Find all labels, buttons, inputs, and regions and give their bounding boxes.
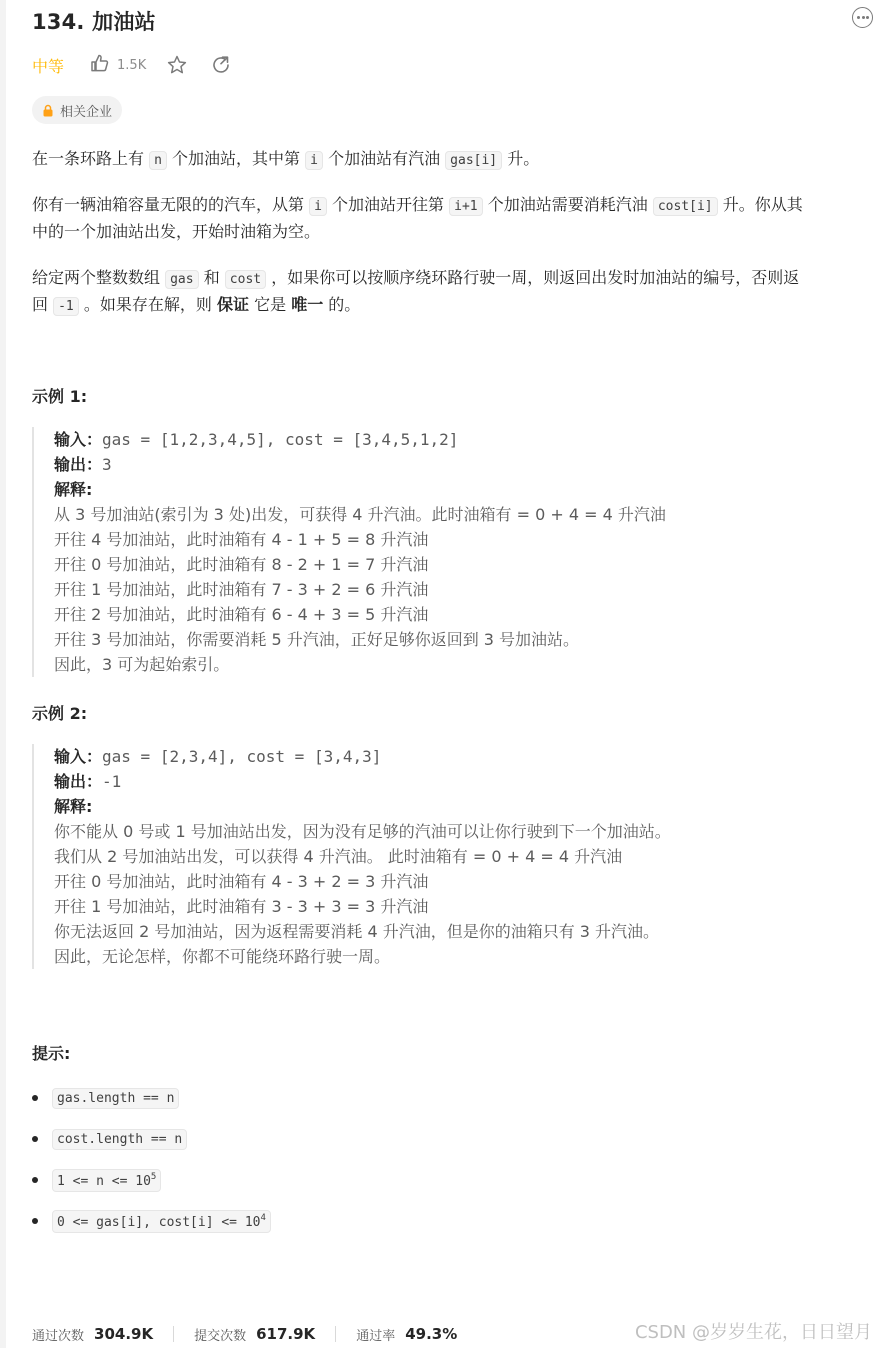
explanation-line: 我们从 2 号加油站出发，可以获得 4 升汽油。 此时油箱有 = 0 + 4 = 4 升汽油 (54, 847, 623, 866)
difficulty-badge: 中等 (32, 56, 65, 76)
hint-item: $1 <= n <= 10^5$ (32, 1168, 161, 1192)
hints-title: 提示: (32, 1044, 71, 1063)
code-gas: gas (165, 270, 198, 289)
code-n: n (149, 151, 167, 170)
share-icon[interactable] (210, 54, 232, 76)
like-button[interactable] (90, 53, 146, 77)
code-i: i (305, 151, 323, 170)
explanation-line: 从 3 号加油站(索引为 3 处)出发，可获得 4 升汽油。此时油箱有 = 0 + 4 = 4 升汽油 (54, 505, 666, 524)
more-icon[interactable] (852, 7, 873, 28)
description-paragraph-3: 给定两个整数数组 gas 和 cost ，如果你可以按顺序绕环路行驶一周，则返回出发时加油站的编号，否则返 回 -1 。如果存在解，则 保证 它是 唯一 的。 (32, 268, 800, 314)
acceptance-rate-label: 通过率 (356, 1328, 396, 1344)
accepted-value: 304.9K (94, 1325, 154, 1343)
example-1-title: 示例 1: (32, 387, 88, 406)
explanation-line: 开往 1 号加油站，此时油箱有 3 - 3 + 3 = 3 升汽油 (54, 897, 429, 916)
explanation-line: 因此，3 可为起始索引。 (54, 655, 230, 674)
company-tag-button[interactable] (32, 96, 122, 124)
submissions-value: 617.9K (256, 1325, 316, 1343)
explanation-line: 开往 4 号加油站，此时油箱有 4 - 1 + 5 = 8 升汽油 (54, 530, 429, 549)
submissions-label: 提交次数 (194, 1328, 247, 1344)
watermark: CSDN @岁岁生花，日日望月 (634, 1322, 872, 1343)
thumbs-up-icon (90, 53, 110, 77)
code-i: i (309, 197, 327, 216)
left-panel-rail (0, 0, 6, 1348)
explanation-line: 开往 3 号加油站，你需要消耗 5 升汽油，正好足够你返回到 3 号加油站。 (54, 630, 580, 649)
submission-stats (32, 1322, 457, 1346)
code-minus-1: -1 (53, 297, 79, 316)
problem-meta (32, 52, 254, 78)
code-cost-i: cost[i] (653, 197, 718, 216)
explanation-line: 因此，无论怎样，你都不可能绕环路行驶一周。 (54, 947, 391, 966)
hint-item: 0 <= gas[i], $\cos t[i] <= 10^4$ (32, 1209, 271, 1233)
explanation-line: 开往 0 号加油站，此时油箱有 4 - 3 + 2 = 3 升汽油 (54, 872, 429, 891)
example-1-block: 输入：gas = [1,2,3,4,5], cost = [3,4,5,1,2] 输出：3 解释: 从 3 号加油站(索引为 3 处)出发，可获得 4 升汽油。此时油箱有 = 0 + 4 = 4 升汽油 开往 4 号加油站，此时油箱有 4 - 1 + 5 = 8 升汽油 开往 0 号加油站，此时油箱有 8 - 2 + 1 = 7 升汽油 开往 1 号加油站，此时油箱有 7 - 3 + 2 = 6 升汽油 开往 2 号加油站，此时油箱有 6 - 4 + 3 = 5 升汽油 开往 3 号加油站，你需要消耗 5 升汽油，正好足够你返回到 3 号加油站。 因此，3 可为起始索引。 (32, 427, 852, 677)
acceptance-rate-value: 49.3% (405, 1325, 458, 1343)
explanation-line: 你无法返回 2 号加油站，因为返程需要消耗 4 升汽油，但是你的油箱只有 3 升汽油。 (54, 922, 660, 941)
explanation-line: 开往 0 号加油站，此时油箱有 8 - 2 + 1 = 7 升汽油 (54, 555, 429, 574)
company-tag-label: 相关企业 (60, 104, 113, 120)
code-gas-i: gas[i] (445, 151, 502, 170)
explanation-line: 你不能从 0 号或 1 号加油站出发，因为没有足够的汽油可以让你行驶到下一个加油站。 (54, 822, 671, 841)
code-i-plus-1: i+1 (449, 197, 482, 216)
explanation-line: 开往 1 号加油站，此时油箱有 7 - 3 + 2 = 6 升汽油 (54, 580, 429, 599)
problem-title: 134. 加油站 (32, 10, 156, 34)
description-paragraph-2: 你有一辆油箱容量无限的的汽车，从第 i 个加油站开往第 i+1 个加油站需要消耗汽油 cost[i] 升。你从其 中的一个加油站出发，开始时油箱为空。 (32, 195, 803, 241)
example-2-title: 示例 2: (32, 704, 88, 723)
lock-icon (42, 104, 54, 117)
hint-item: cost.length == n (32, 1127, 187, 1151)
description-paragraph-1: 在一条环路上有 n 个加油站，其中第 i 个加油站有汽油 gas[i] 升。 (32, 149, 540, 168)
star-icon[interactable] (166, 54, 188, 76)
accepted-label: 通过次数 (32, 1328, 85, 1344)
hint-item: gas.length == n (32, 1086, 179, 1110)
code-cost: cost (225, 270, 266, 289)
example-2-block: 输入：gas = [2,3,4], cost = [3,4,3] 输出：-1 解释: 你不能从 0 号或 1 号加油站出发，因为没有足够的汽油可以让你行驶到下一个加油站。 我们从 2 号加油站出发，可以获得 4 升汽油。 此时油箱有 = 0 + 4 = 4 升汽油 开往 0 号加油站，此时油箱有 4 - 3 + 2 = 3 升汽油 开往 1 号加油站，此时油箱有 3 - 3 + 3 = 3 升汽油 你无法返回 2 号加油站，因为返程需要消耗 4 升汽油，但是你的油箱只有 3 升汽油。 因此，无论怎样，你都不可能绕环路行驶一周。 (32, 744, 852, 969)
explanation-line: 开往 2 号加油站，此时油箱有 6 - 4 + 3 = 5 升汽油 (54, 605, 429, 624)
like-count: 1.5K (117, 57, 147, 73)
